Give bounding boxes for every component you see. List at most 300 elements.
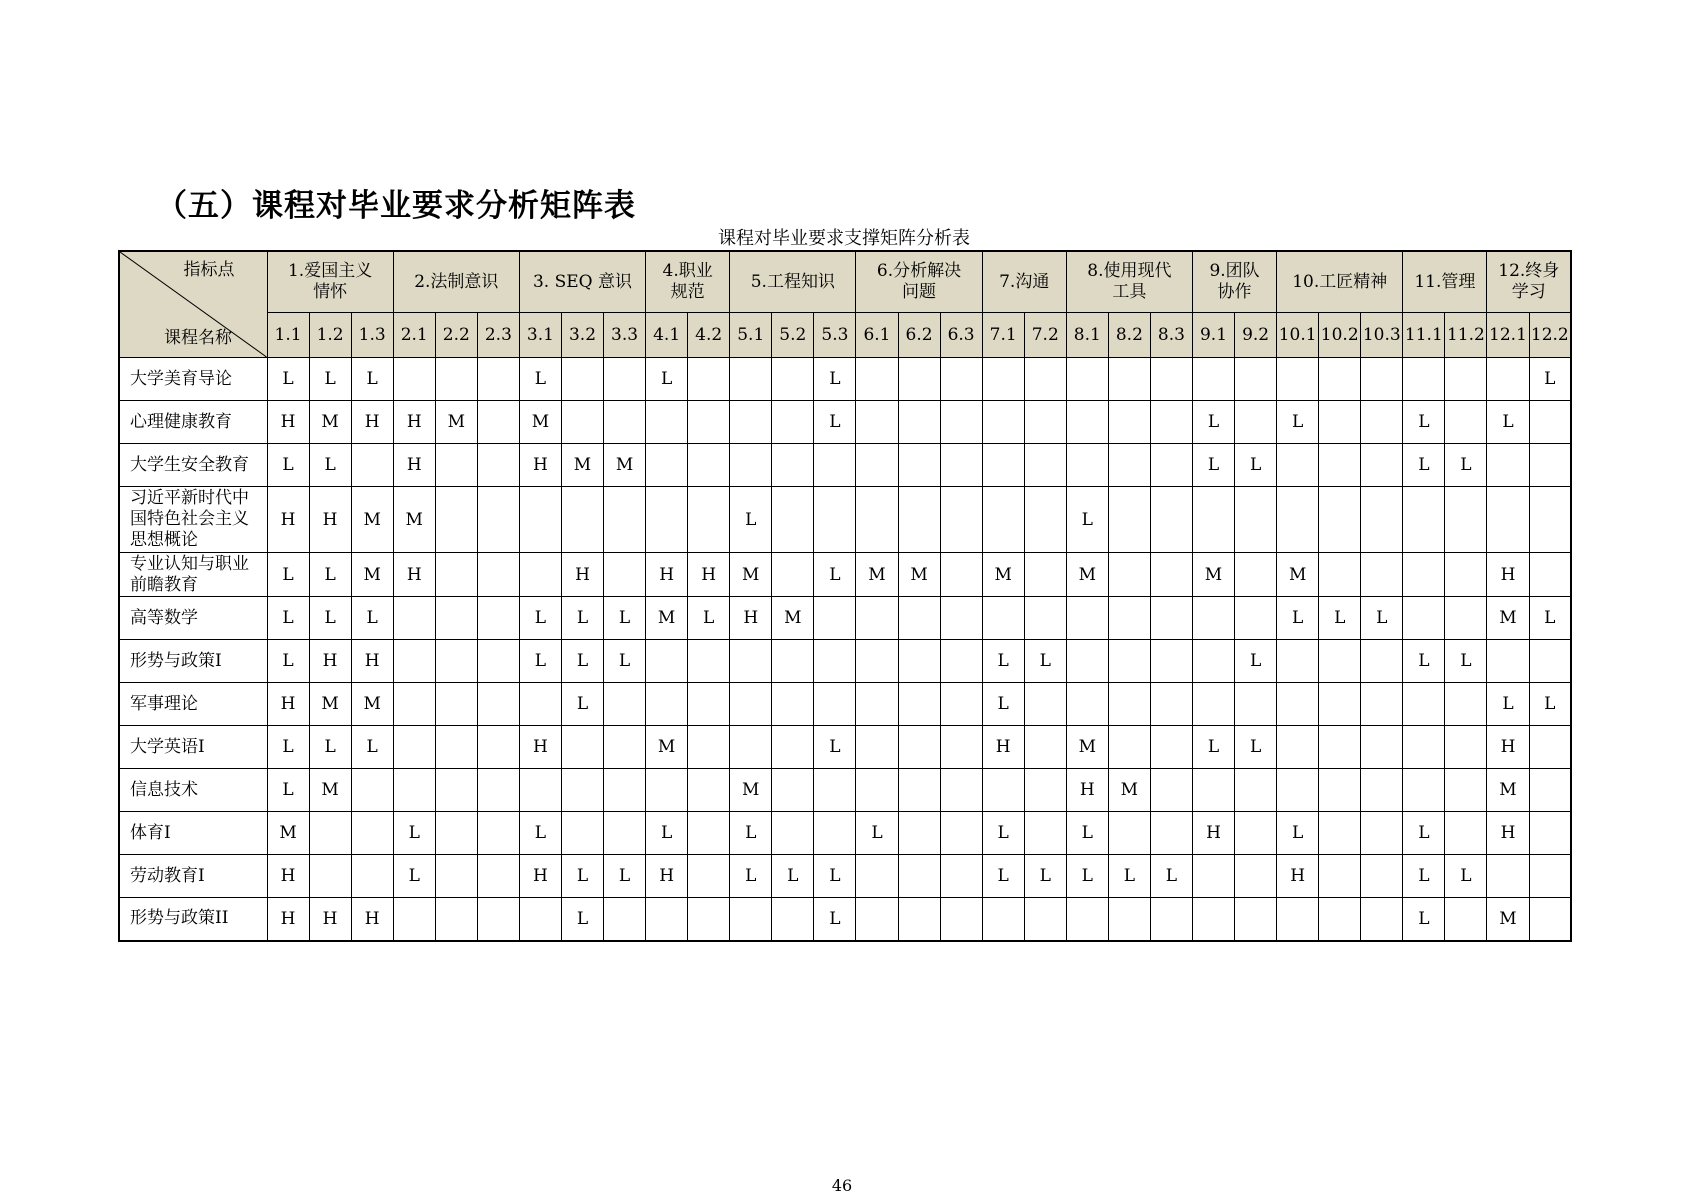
support-level-cell bbox=[477, 855, 519, 898]
requirement-header: 4.职业 规范 bbox=[646, 251, 730, 313]
support-level-cell bbox=[730, 358, 772, 401]
support-level-cell bbox=[772, 358, 814, 401]
indicator-header: 8.1 bbox=[1066, 313, 1108, 358]
support-level-cell bbox=[604, 812, 646, 855]
support-level-cell bbox=[435, 855, 477, 898]
support-level-cell: H bbox=[646, 855, 688, 898]
support-level-cell bbox=[477, 898, 519, 941]
support-level-cell: H bbox=[309, 898, 351, 941]
support-level-cell: L bbox=[561, 597, 603, 640]
support-level-cell bbox=[1361, 683, 1403, 726]
support-level-cell bbox=[1108, 812, 1150, 855]
support-level-cell bbox=[1108, 597, 1150, 640]
support-level-cell bbox=[1319, 401, 1361, 444]
indicator-header: 1.2 bbox=[309, 313, 351, 358]
support-level-cell bbox=[1192, 487, 1234, 553]
support-level-cell bbox=[1319, 553, 1361, 597]
support-level-cell bbox=[1108, 898, 1150, 941]
support-level-cell: L bbox=[1024, 855, 1066, 898]
support-level-cell: H bbox=[267, 683, 309, 726]
support-level-cell: M bbox=[730, 769, 772, 812]
support-level-cell bbox=[1192, 769, 1234, 812]
support-level-cell: H bbox=[1192, 812, 1234, 855]
support-level-cell: H bbox=[309, 640, 351, 683]
support-level-cell bbox=[604, 487, 646, 553]
support-level-cell: L bbox=[267, 597, 309, 640]
support-level-cell bbox=[1150, 358, 1192, 401]
support-level-cell: M bbox=[646, 726, 688, 769]
support-level-cell bbox=[1319, 769, 1361, 812]
requirement-header: 12.终身 学习 bbox=[1487, 251, 1571, 313]
support-level-cell: H bbox=[267, 898, 309, 941]
table-row bbox=[119, 683, 1571, 726]
support-level-cell bbox=[1487, 444, 1529, 487]
support-level-cell bbox=[856, 597, 898, 640]
support-level-cell bbox=[856, 444, 898, 487]
support-level-cell: M bbox=[393, 487, 435, 553]
requirement-header: 9.团队 协作 bbox=[1192, 251, 1276, 313]
requirement-header: 7.沟通 bbox=[982, 251, 1066, 313]
support-level-cell bbox=[1192, 898, 1234, 941]
support-level-cell bbox=[1192, 855, 1234, 898]
support-level-cell bbox=[561, 358, 603, 401]
support-level-cell bbox=[1445, 812, 1487, 855]
support-level-cell: L bbox=[1403, 640, 1445, 683]
support-level-cell: L bbox=[1277, 597, 1319, 640]
support-level-cell bbox=[1277, 898, 1319, 941]
support-level-cell: L bbox=[393, 855, 435, 898]
support-level-cell bbox=[856, 855, 898, 898]
support-level-cell: L bbox=[561, 898, 603, 941]
support-level-cell bbox=[814, 597, 856, 640]
indicator-header: 2.2 bbox=[435, 313, 477, 358]
support-level-cell bbox=[940, 640, 982, 683]
support-level-cell bbox=[1445, 487, 1487, 553]
support-level-cell: L bbox=[1529, 683, 1571, 726]
indicator-header: 6.2 bbox=[898, 313, 940, 358]
support-level-cell bbox=[1361, 726, 1403, 769]
support-level-cell bbox=[982, 898, 1024, 941]
support-level-cell bbox=[898, 640, 940, 683]
support-level-cell bbox=[856, 726, 898, 769]
support-level-cell bbox=[435, 640, 477, 683]
support-level-cell: H bbox=[351, 640, 393, 683]
support-level-cell bbox=[856, 898, 898, 941]
support-level-cell bbox=[856, 358, 898, 401]
support-level-cell bbox=[772, 401, 814, 444]
support-level-cell bbox=[477, 553, 519, 597]
support-level-cell bbox=[1319, 812, 1361, 855]
support-level-cell: H bbox=[393, 401, 435, 444]
support-level-cell bbox=[646, 444, 688, 487]
support-level-cell: H bbox=[393, 553, 435, 597]
support-level-cell bbox=[1150, 597, 1192, 640]
support-level-cell bbox=[393, 640, 435, 683]
support-level-cell: L bbox=[730, 487, 772, 553]
course-name-cell: 形势与政策II bbox=[119, 898, 267, 941]
support-level-cell: H bbox=[519, 726, 561, 769]
support-level-cell bbox=[898, 769, 940, 812]
support-level-cell: M bbox=[730, 553, 772, 597]
support-level-cell bbox=[940, 597, 982, 640]
support-level-cell bbox=[772, 812, 814, 855]
support-level-cell bbox=[688, 683, 730, 726]
support-level-cell: L bbox=[1403, 812, 1445, 855]
support-level-cell bbox=[435, 487, 477, 553]
support-level-cell bbox=[772, 726, 814, 769]
support-level-cell bbox=[1361, 553, 1403, 597]
table-row bbox=[119, 812, 1571, 855]
support-level-cell: L bbox=[604, 855, 646, 898]
support-level-cell bbox=[940, 683, 982, 726]
support-level-cell bbox=[1024, 812, 1066, 855]
support-level-cell bbox=[1024, 898, 1066, 941]
course-name-cell: 习近平新时代中 国特色社会主义 思想概论 bbox=[119, 487, 267, 553]
support-level-cell: L bbox=[393, 812, 435, 855]
support-level-cell: L bbox=[561, 683, 603, 726]
support-level-cell bbox=[435, 597, 477, 640]
support-level-cell bbox=[1277, 487, 1319, 553]
support-level-cell: M bbox=[267, 812, 309, 855]
support-level-cell bbox=[1361, 898, 1403, 941]
support-level-cell: H bbox=[519, 444, 561, 487]
support-level-cell bbox=[1024, 769, 1066, 812]
table-row bbox=[119, 487, 1571, 553]
support-level-cell bbox=[982, 769, 1024, 812]
support-level-cell bbox=[1108, 487, 1150, 553]
indicator-header: 5.1 bbox=[730, 313, 772, 358]
support-level-cell: L bbox=[982, 640, 1024, 683]
support-level-cell bbox=[730, 444, 772, 487]
indicator-header: 1.3 bbox=[351, 313, 393, 358]
indicator-header: 6.3 bbox=[940, 313, 982, 358]
support-level-cell bbox=[688, 640, 730, 683]
support-level-cell bbox=[814, 812, 856, 855]
support-level-cell: L bbox=[1235, 444, 1277, 487]
support-level-cell bbox=[940, 726, 982, 769]
support-level-cell: M bbox=[435, 401, 477, 444]
support-level-cell: L bbox=[856, 812, 898, 855]
support-level-cell: H bbox=[393, 444, 435, 487]
support-level-cell bbox=[1066, 640, 1108, 683]
indicator-header: 5.2 bbox=[772, 313, 814, 358]
support-level-cell bbox=[688, 812, 730, 855]
table-row bbox=[119, 444, 1571, 487]
support-level-cell: L bbox=[1529, 358, 1571, 401]
support-level-cell: L bbox=[814, 898, 856, 941]
support-level-cell bbox=[1108, 640, 1150, 683]
support-level-cell: M bbox=[772, 597, 814, 640]
support-level-cell bbox=[1445, 597, 1487, 640]
support-level-cell bbox=[688, 358, 730, 401]
support-level-cell bbox=[1529, 898, 1571, 941]
indicator-header: 7.1 bbox=[982, 313, 1024, 358]
support-level-cell bbox=[1445, 358, 1487, 401]
support-level-cell: M bbox=[519, 401, 561, 444]
support-level-cell: L bbox=[1529, 597, 1571, 640]
support-level-cell bbox=[982, 401, 1024, 444]
support-level-cell: L bbox=[1277, 812, 1319, 855]
indicator-header: 1.1 bbox=[267, 313, 309, 358]
requirement-header: 8.使用现代 工具 bbox=[1066, 251, 1192, 313]
support-level-cell: H bbox=[982, 726, 1024, 769]
support-level-cell: L bbox=[1445, 444, 1487, 487]
support-level-cell bbox=[898, 487, 940, 553]
support-level-cell bbox=[1235, 358, 1277, 401]
support-level-cell bbox=[604, 553, 646, 597]
support-level-cell bbox=[898, 597, 940, 640]
support-level-cell: M bbox=[1487, 597, 1529, 640]
corner-top-label: 指标点 bbox=[183, 260, 235, 280]
support-level-cell bbox=[688, 444, 730, 487]
support-level-cell bbox=[1235, 553, 1277, 597]
support-level-cell bbox=[1192, 358, 1234, 401]
support-level-cell bbox=[940, 855, 982, 898]
support-level-cell bbox=[1487, 640, 1529, 683]
support-level-cell: M bbox=[982, 553, 1024, 597]
support-level-cell bbox=[1024, 358, 1066, 401]
support-level-cell: L bbox=[730, 855, 772, 898]
header-row-indicators bbox=[119, 313, 1571, 358]
support-level-cell bbox=[1066, 358, 1108, 401]
indicator-header: 9.1 bbox=[1192, 313, 1234, 358]
support-level-cell bbox=[688, 726, 730, 769]
support-level-cell bbox=[1403, 487, 1445, 553]
indicator-header: 2.1 bbox=[393, 313, 435, 358]
support-level-cell bbox=[1445, 401, 1487, 444]
indicator-header: 3.1 bbox=[519, 313, 561, 358]
support-level-cell bbox=[477, 401, 519, 444]
support-level-cell bbox=[477, 487, 519, 553]
support-level-cell: H bbox=[309, 487, 351, 553]
support-level-cell bbox=[309, 812, 351, 855]
support-level-cell: L bbox=[267, 553, 309, 597]
support-level-cell: L bbox=[309, 597, 351, 640]
support-level-cell bbox=[1150, 683, 1192, 726]
support-level-cell bbox=[1277, 769, 1319, 812]
support-level-cell: L bbox=[267, 444, 309, 487]
support-level-cell bbox=[393, 597, 435, 640]
support-level-cell bbox=[772, 898, 814, 941]
course-name-cell: 体育I bbox=[119, 812, 267, 855]
support-level-cell bbox=[1066, 683, 1108, 726]
support-level-cell bbox=[688, 769, 730, 812]
support-level-cell bbox=[688, 855, 730, 898]
support-level-cell bbox=[1319, 855, 1361, 898]
support-level-cell bbox=[772, 769, 814, 812]
support-level-cell bbox=[1235, 855, 1277, 898]
support-level-cell: M bbox=[856, 553, 898, 597]
support-level-cell bbox=[814, 769, 856, 812]
support-level-cell: L bbox=[1024, 640, 1066, 683]
support-level-cell: L bbox=[309, 553, 351, 597]
support-level-cell bbox=[1066, 401, 1108, 444]
support-level-cell: L bbox=[351, 597, 393, 640]
support-level-cell bbox=[604, 726, 646, 769]
support-level-cell: M bbox=[1066, 553, 1108, 597]
support-level-cell: L bbox=[1403, 898, 1445, 941]
support-level-cell: L bbox=[309, 726, 351, 769]
page-number: 46 bbox=[831, 1176, 853, 1195]
support-level-cell: M bbox=[351, 553, 393, 597]
support-level-cell bbox=[1150, 898, 1192, 941]
support-level-cell bbox=[1108, 401, 1150, 444]
support-level-cell bbox=[1150, 726, 1192, 769]
support-level-cell bbox=[351, 812, 393, 855]
support-level-cell: L bbox=[309, 358, 351, 401]
support-level-cell bbox=[1319, 683, 1361, 726]
support-level-cell: M bbox=[309, 401, 351, 444]
support-level-cell bbox=[435, 769, 477, 812]
support-level-cell: L bbox=[1487, 683, 1529, 726]
support-level-cell: M bbox=[351, 683, 393, 726]
table-row bbox=[119, 553, 1571, 597]
support-level-cell bbox=[1361, 444, 1403, 487]
corner-header-cell bbox=[119, 251, 267, 358]
support-level-cell: L bbox=[1192, 726, 1234, 769]
support-level-cell bbox=[730, 683, 772, 726]
support-level-cell: L bbox=[814, 358, 856, 401]
course-name-cell: 劳动教育I bbox=[119, 855, 267, 898]
support-level-cell bbox=[393, 898, 435, 941]
support-level-cell bbox=[604, 683, 646, 726]
support-level-cell bbox=[1235, 769, 1277, 812]
support-level-cell bbox=[1361, 358, 1403, 401]
support-level-cell bbox=[1361, 855, 1403, 898]
support-level-cell bbox=[1277, 358, 1319, 401]
support-level-cell bbox=[435, 358, 477, 401]
support-level-cell bbox=[982, 358, 1024, 401]
support-level-cell: M bbox=[309, 683, 351, 726]
support-level-cell: L bbox=[1403, 855, 1445, 898]
corner-bottom-label: 课程名称 bbox=[164, 328, 232, 348]
support-level-cell bbox=[1403, 769, 1445, 812]
support-level-cell bbox=[730, 640, 772, 683]
support-level-cell bbox=[772, 553, 814, 597]
support-level-cell bbox=[856, 640, 898, 683]
indicator-header: 11.1 bbox=[1403, 313, 1445, 358]
support-level-cell: L bbox=[1150, 855, 1192, 898]
indicator-header: 3.3 bbox=[604, 313, 646, 358]
table-row bbox=[119, 898, 1571, 941]
support-level-cell: L bbox=[730, 812, 772, 855]
support-level-cell bbox=[1277, 640, 1319, 683]
support-level-cell bbox=[1529, 640, 1571, 683]
course-name-cell: 心理健康教育 bbox=[119, 401, 267, 444]
indicator-header: 7.2 bbox=[1024, 313, 1066, 358]
support-level-cell bbox=[393, 358, 435, 401]
support-level-cell bbox=[772, 444, 814, 487]
support-level-cell: L bbox=[982, 812, 1024, 855]
support-level-cell: H bbox=[1487, 812, 1529, 855]
support-level-cell: L bbox=[561, 640, 603, 683]
support-level-cell: L bbox=[1192, 401, 1234, 444]
support-level-cell: L bbox=[814, 855, 856, 898]
requirement-header: 11.管理 bbox=[1403, 251, 1487, 313]
course-name-cell: 大学美育导论 bbox=[119, 358, 267, 401]
support-level-cell bbox=[1529, 726, 1571, 769]
support-level-cell: M bbox=[561, 444, 603, 487]
support-level-cell: H bbox=[1487, 726, 1529, 769]
support-level-cell bbox=[1024, 553, 1066, 597]
support-level-cell bbox=[730, 401, 772, 444]
support-level-cell bbox=[1235, 898, 1277, 941]
support-level-cell bbox=[393, 726, 435, 769]
support-level-cell bbox=[477, 358, 519, 401]
support-level-cell bbox=[1024, 683, 1066, 726]
support-level-cell: L bbox=[1361, 597, 1403, 640]
support-level-cell: L bbox=[1487, 401, 1529, 444]
support-level-cell bbox=[561, 487, 603, 553]
support-level-cell: L bbox=[267, 358, 309, 401]
indicator-header: 6.1 bbox=[856, 313, 898, 358]
support-level-cell: M bbox=[898, 553, 940, 597]
support-level-cell bbox=[1066, 444, 1108, 487]
support-level-cell bbox=[1529, 769, 1571, 812]
support-level-cell bbox=[1024, 597, 1066, 640]
support-level-cell bbox=[1024, 726, 1066, 769]
support-level-cell: H bbox=[688, 553, 730, 597]
support-level-cell bbox=[435, 898, 477, 941]
support-level-cell: L bbox=[519, 640, 561, 683]
support-level-cell bbox=[898, 726, 940, 769]
support-level-cell bbox=[477, 444, 519, 487]
support-level-cell bbox=[1150, 401, 1192, 444]
support-level-cell bbox=[940, 444, 982, 487]
support-level-cell: L bbox=[772, 855, 814, 898]
support-level-cell bbox=[393, 683, 435, 726]
support-level-cell bbox=[1277, 444, 1319, 487]
support-level-cell bbox=[1361, 401, 1403, 444]
indicator-header: 10.2 bbox=[1319, 313, 1361, 358]
support-level-cell: M bbox=[604, 444, 646, 487]
support-level-cell bbox=[646, 487, 688, 553]
support-level-cell bbox=[1487, 358, 1529, 401]
support-level-cell bbox=[561, 726, 603, 769]
support-level-cell bbox=[1150, 487, 1192, 553]
requirement-header: 2.法制意识 bbox=[393, 251, 519, 313]
support-level-cell bbox=[646, 401, 688, 444]
requirement-header: 1.爱国主义 情怀 bbox=[267, 251, 393, 313]
support-level-cell bbox=[519, 553, 561, 597]
support-level-cell bbox=[435, 726, 477, 769]
table-row bbox=[119, 597, 1571, 640]
support-level-cell: M bbox=[309, 769, 351, 812]
support-level-cell: L bbox=[814, 726, 856, 769]
support-level-cell: H bbox=[1487, 553, 1529, 597]
support-level-cell: H bbox=[519, 855, 561, 898]
support-level-cell bbox=[477, 640, 519, 683]
support-level-cell: H bbox=[646, 553, 688, 597]
table-row bbox=[119, 640, 1571, 683]
support-level-cell bbox=[1192, 640, 1234, 683]
support-level-cell: M bbox=[1487, 898, 1529, 941]
support-level-cell bbox=[940, 401, 982, 444]
support-level-cell bbox=[604, 358, 646, 401]
support-level-cell bbox=[1150, 769, 1192, 812]
support-level-cell bbox=[1024, 444, 1066, 487]
support-level-cell bbox=[1529, 855, 1571, 898]
course-name-cell: 信息技术 bbox=[119, 769, 267, 812]
support-level-cell bbox=[1445, 683, 1487, 726]
support-level-cell bbox=[1150, 553, 1192, 597]
support-level-cell bbox=[1445, 769, 1487, 812]
support-level-cell: M bbox=[1108, 769, 1150, 812]
support-level-cell bbox=[1108, 726, 1150, 769]
support-level-cell: M bbox=[1487, 769, 1529, 812]
support-level-cell: M bbox=[646, 597, 688, 640]
requirement-header: 3. SEQ 意识 bbox=[519, 251, 645, 313]
